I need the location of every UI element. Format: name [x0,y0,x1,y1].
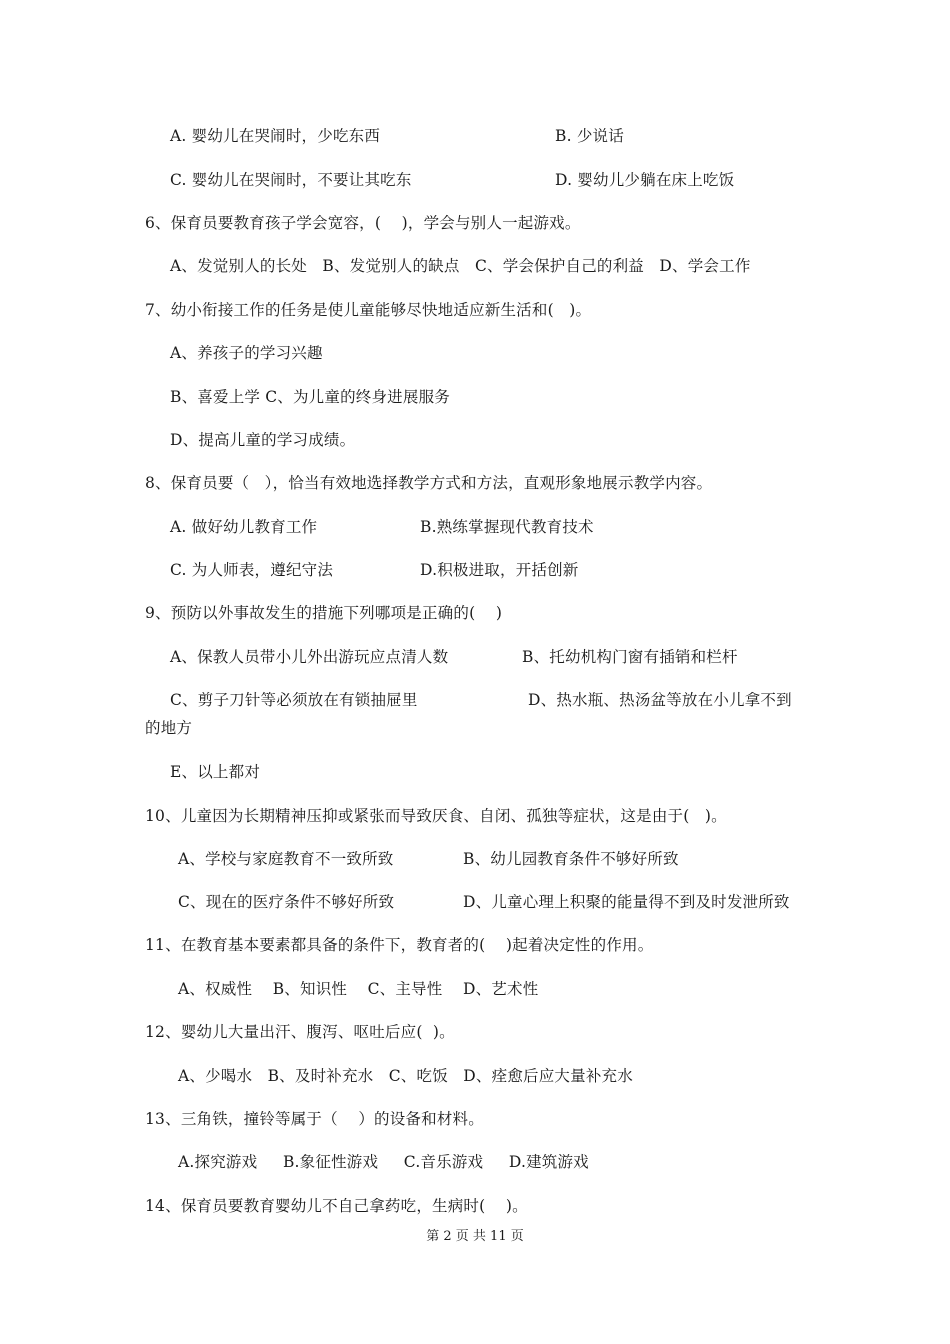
q11-options: A、权威性 B、知识性 C、主导性 D、艺术性 [178,980,539,998]
q8-option-c: C. 为人师表，遵纪守法 [170,561,334,579]
question-7: 7、幼小衔接工作的任务是使儿童能够尽快地适应新生活和( )。 [145,301,592,319]
q12-options: A、少喝水 B、及时补充水 C、吃饭 D、痊愈后应大量补充水 [178,1067,633,1085]
q13-options: A.探究游戏 B.象征性游戏 C.音乐游戏 D.建筑游戏 [178,1153,589,1171]
question-8: 8、保育员要（ ），恰当有效地选择教学方式和方法，直观形象地展示教学内容。 [145,474,713,492]
q5-option-c: C. 婴幼儿在哭闹时，不要让其吃东 [170,171,412,189]
question-6: 6、保育员要教育孩子学会宽容，( )，学会与别人一起游戏。 [145,214,581,232]
q5-option-b: B. 少说话 [555,127,624,145]
q9-option-d: D、热水瓶、热汤盆等放在小儿拿不到 [528,691,792,709]
q6-options: A、发觉别人的长处 B、发觉别人的缺点 C、学会保护自己的利益 D、学会工作 [170,257,751,275]
question-11: 11、在教育基本要素都具备的条件下，教育者的( )起着决定性的作用。 [145,936,654,954]
q9-option-d-continued: 的地方 [145,719,193,737]
q10-option-a: A、学校与家庭教育不一致所致 [178,850,394,868]
q9-option-e: E、以上都对 [170,763,261,781]
q10-option-d: D、儿童心理上积聚的能量得不到及时发泄所致 [463,893,790,911]
page-footer: 第 2 页 共 11 页 [426,1229,524,1244]
q9-option-b: B、托幼机构门窗有插销和栏杆 [522,648,738,666]
q8-option-b: B.熟练掌握现代教育技术 [420,518,594,536]
q8-option-d: D.积极进取，开括创新 [420,561,579,579]
question-13: 13、三角铁，撞铃等属于（ ）的设备和材料。 [145,1110,484,1128]
q9-option-c: C、剪子刀针等必须放在有锁抽屉里 [170,691,418,709]
q8-option-a: A. 做好幼儿教育工作 [170,518,318,536]
question-10: 10、儿童因为长期精神压抑或紧张而导致厌食、自闭、孤独等症状，这是由于( )。 [145,807,727,825]
q10-option-b: B、幼儿园教育条件不够好所致 [463,850,679,868]
question-9: 9、预防以外事故发生的措施下列哪项是正确的( ) [145,604,503,622]
q9-option-a: A、保教人员带小儿外出游玩应点清人数 [170,648,449,666]
q7-option-d: D、提高儿童的学习成绩。 [170,431,356,449]
question-12: 12、婴幼儿大量出汗、腹泻、呕吐后应( )。 [145,1023,455,1041]
q5-option-d: D. 婴幼儿少躺在床上吃饭 [555,171,735,189]
q5-option-a: A. 婴幼儿在哭闹时，少吃东西 [170,127,381,145]
q7-option-a: A、养孩子的学习兴趣 [170,344,323,362]
q10-option-c: C、现在的医疗条件不够好所致 [178,893,395,911]
question-14: 14、保育员要教育婴幼儿不自己拿药吃，生病时( )。 [145,1197,528,1215]
q7-option-bc: B、喜爱上学 C、为儿童的终身进展服务 [170,388,450,406]
